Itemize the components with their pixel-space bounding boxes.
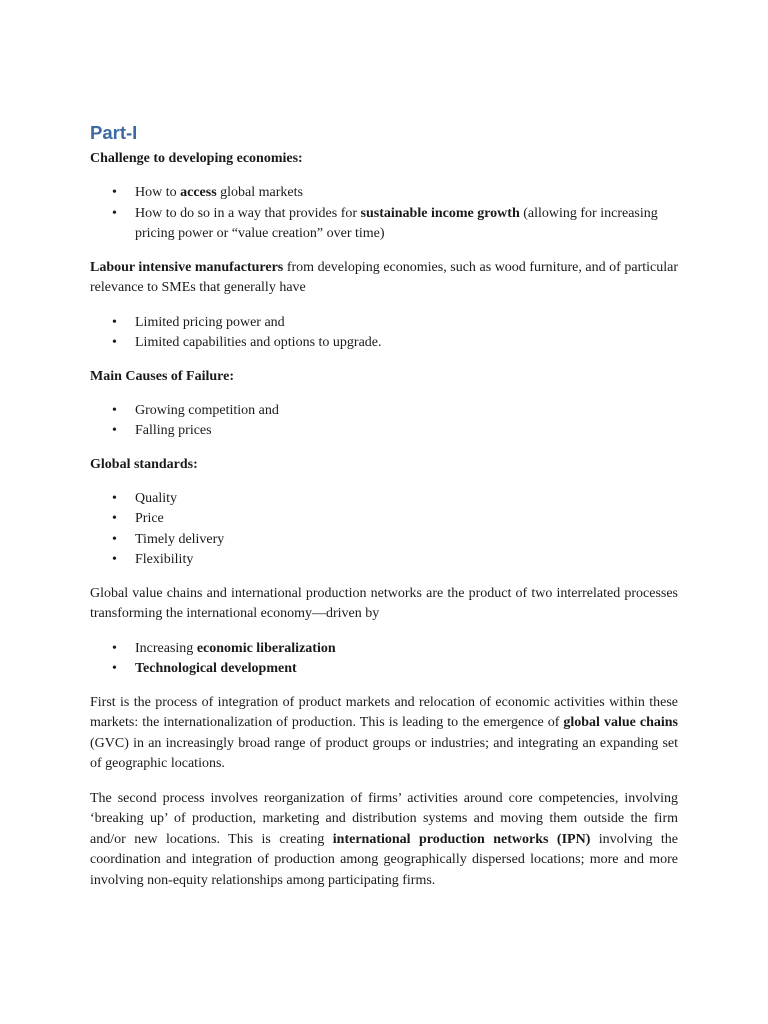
bullet-icon: • — [112, 552, 117, 567]
list-item-text: Growing competition and — [135, 402, 279, 418]
list-item-text: global markets — [216, 185, 303, 200]
bullet-list-challenge — [90, 183, 678, 245]
bullet-icon: • — [112, 185, 117, 200]
list-item — [90, 183, 678, 204]
list-item — [90, 333, 678, 354]
bullet-list-limits — [90, 313, 678, 354]
paragraph-text: The second process involves reorganization of firms’ activities around core competencies, involving ‘breaking up’ of production, marketing and distribution systems and moving them outside the firm and/or new locations. This is creating — [90, 790, 678, 847]
list-item — [90, 313, 678, 334]
bullet-icon: • — [112, 402, 117, 418]
list-item — [90, 509, 678, 530]
list-item-bold: sustainable income growth — [360, 205, 520, 221]
paragraph-text: First is the process of integration of product markets and relocation of economic activities within these markets: the internationalization of production. This is leading to the emergence of — [90, 694, 678, 730]
list-item-text: Limited pricing power and — [135, 314, 285, 330]
list-item-text: How to do so in a way that provides for — [135, 205, 361, 221]
heading-causes: Main Causes of Failure: — [90, 368, 235, 384]
paragraph-second-process — [90, 789, 678, 892]
bullet-icon: • — [112, 314, 117, 330]
bullet-icon: • — [112, 335, 117, 350]
paragraph-bold: global value chains — [563, 715, 678, 730]
heading-challenge: Challenge to developing economies: — [90, 151, 303, 166]
paragraph-text: (GVC) in an increasingly broad range of product groups or industries; and integrating an expanding set of geographic locations. — [90, 735, 678, 771]
list-item — [90, 639, 678, 660]
paragraph-first-process — [90, 693, 678, 775]
bullet-icon: • — [112, 661, 117, 676]
list-item-text: How to — [135, 185, 181, 200]
list-item-text: Limited capabilities and options to upgrade. — [135, 335, 382, 350]
bullet-list-drivers — [90, 639, 678, 680]
list-item-bold: Technological development — [135, 661, 297, 676]
list-item — [90, 530, 678, 551]
list-item — [90, 659, 678, 680]
bullet-list-standards — [90, 489, 678, 571]
list-item-text: Quality — [135, 490, 177, 506]
list-item-text: Falling prices — [135, 423, 212, 438]
list-item-bold: economic liberalization — [196, 640, 336, 656]
paragraph-text: involving the coordination and integration of production among geographically dispersed locations; more and more involving non-equity relationships among participating firms. — [90, 831, 678, 888]
list-item-text: Flexibility — [135, 552, 194, 567]
list-item — [90, 401, 678, 422]
bullet-icon: • — [112, 531, 117, 547]
list-item — [90, 550, 678, 571]
bullet-icon: • — [112, 511, 117, 526]
bullet-list-causes — [90, 401, 678, 442]
bullet-icon: • — [112, 640, 117, 656]
list-item-bold: access — [180, 185, 217, 200]
page-title: Part-I — [90, 122, 138, 143]
paragraph-labour — [90, 258, 678, 299]
list-item-text: Increasing — [135, 640, 197, 656]
list-item — [90, 421, 678, 442]
paragraph-text: from developing economies, such as wood furniture, and of particular relevance to SMEs that generally have — [90, 259, 679, 295]
paragraph-bold: international production networks (IPN) — [332, 831, 591, 847]
list-item-text: Timely delivery — [135, 531, 225, 547]
bullet-icon: • — [112, 423, 117, 438]
bullet-icon: • — [112, 490, 117, 506]
list-item-text: (allowing for increasing pricing power or “value creation” over time) — [135, 205, 658, 241]
list-item — [90, 204, 678, 245]
heading-standards: Global standards: — [90, 456, 198, 472]
paragraph-bold: Labour intensive manufacturers — [90, 259, 284, 275]
bullet-icon: • — [112, 205, 117, 221]
list-item-text: Price — [135, 511, 164, 526]
list-item — [90, 489, 678, 510]
paragraph-gvc-intro: Global value chains and international production networks are the product of two interrelated processes transforming the international economy—driven by — [90, 585, 678, 621]
